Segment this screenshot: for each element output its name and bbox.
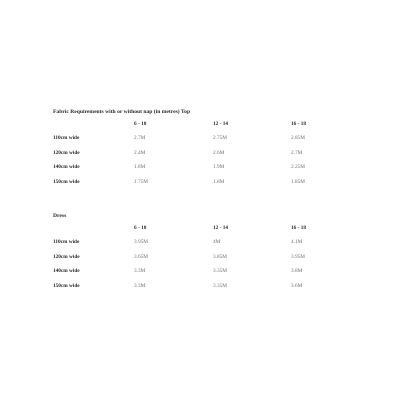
table-row (53, 178, 353, 193)
table-cell: 1.9M (213, 164, 225, 170)
table-row (53, 163, 353, 178)
table-header-row (53, 224, 353, 238)
table-cell: 3.3M (134, 268, 146, 274)
top-fabric-section (53, 108, 353, 192)
table-cell: 4.1M (291, 239, 303, 245)
table-cell: 3.8M (291, 268, 303, 274)
column-header: 6 - 10 (134, 121, 147, 127)
row-label: 140cm wide (53, 268, 80, 274)
table-cell: 2.6M (213, 149, 225, 156)
table-cell: 3.3M (134, 282, 146, 289)
table-cell: 1.8M (213, 178, 225, 185)
table-row (53, 253, 353, 268)
column-header: 6 - 10 (134, 225, 147, 231)
fabric-table-dress (53, 224, 353, 296)
row-label: 110cm wide (53, 239, 80, 245)
table-row (53, 267, 353, 282)
row-label: 150cm wide (53, 282, 80, 289)
table-cell: 2.7M (291, 149, 303, 156)
table-cell: 3.85M (213, 253, 227, 260)
column-header: 16 - 18 (291, 121, 307, 127)
table-header-row (53, 120, 353, 134)
table-cell: 2.7M (134, 135, 146, 141)
column-header: 12 - 14 (213, 121, 229, 127)
column-header: 12 - 14 (213, 225, 229, 231)
fabric-table-top (53, 120, 353, 192)
table-cell: 3.35M (213, 268, 227, 274)
row-label: 150cm wide (53, 178, 80, 185)
row-label: 110cm wide (53, 135, 80, 141)
table-cell: 2.25M (291, 164, 305, 170)
table-row (53, 134, 353, 149)
table-cell: 3.95M (134, 239, 148, 245)
table-cell: 1.8M (134, 164, 146, 170)
row-label: 120cm wide (53, 149, 80, 156)
table-cell: 1.75M (134, 178, 148, 185)
column-header: 16 - 18 (291, 225, 307, 231)
dress-fabric-section (53, 212, 353, 296)
table-cell: 3.65M (134, 253, 148, 260)
table-cell: 1.85M (291, 178, 305, 185)
section-title: Fabric Requirements with or without nap (in metres) Top (53, 109, 191, 115)
section-title: Dress (53, 213, 67, 219)
row-label: 140cm wide (53, 164, 80, 170)
table-cell: 3.35M (213, 282, 227, 289)
table-row (53, 149, 353, 164)
row-label: 120cm wide (53, 253, 80, 260)
table-cell: 2.75M (213, 135, 227, 141)
table-row (53, 282, 353, 297)
table-cell: 3.6M (291, 282, 303, 289)
table-row (53, 238, 353, 253)
table-cell: 2.4M (134, 149, 146, 156)
table-cell: 2.85M (291, 135, 305, 141)
table-cell: 3.95M (291, 253, 305, 260)
table-cell: 4M (213, 239, 221, 245)
